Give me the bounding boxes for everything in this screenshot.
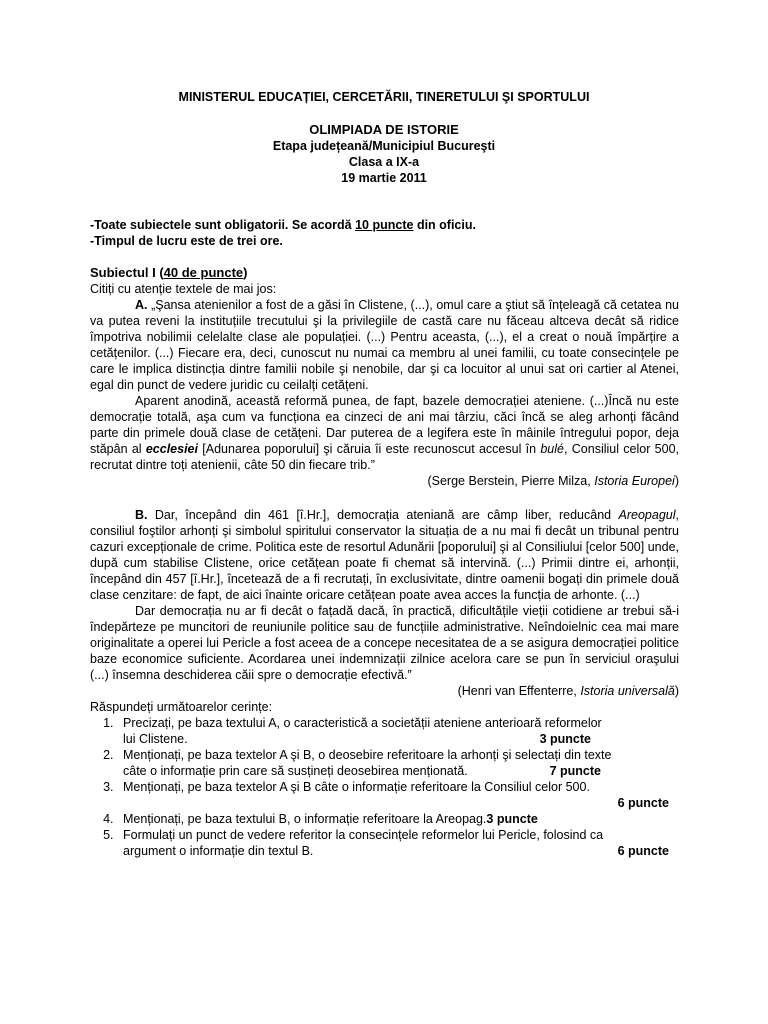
questions-intro: Răspundeți următoarelor cerințe: xyxy=(90,700,273,714)
text-a-paragraph-2: Aparent anodină, această reformă punea, de fapt, bazele democrației ateniene. (...)Încă nu este democrație totală, aşa cum va funcționa ea cinzeci de ani mai târziu, căci încă se aleg arhonți făcând parte din primele două clase de cetățeni. Dar puterea de a legifera este în mâinile întregului popor, deja stăpân al ecclesiei [Adunarea poporului] şi căruia îi este recunoscut accesul în bulé, Consiliul celor 500, recrutat dintre toți atenienii, câte 50 din fiecare trib.” xyxy=(90,394,679,472)
text-b-paragraph-2: Dar democrația nu ar fi decât o fațadă dacă, în practică, dificultățile vieții cotidiene ar trebui să-i îndepărteze pe muncitori de reuniunile politice sau de funcțiile administrative. Neîndoielnic cea mai mare originalitate a operei lui Pericle a fost aceea de a concepe necesitatea de a se asigura democrației politice baze economice suficiente. Acordarea unei indemnizații zilnice acelora care se pun în serviciul oraşului (...) însemna deschiderea căii spre o democrație efectivă.” xyxy=(90,604,679,682)
olympiad-title: OLIMPIADA DE ISTORIE xyxy=(309,122,459,137)
question-points: 6 puncte xyxy=(617,796,669,810)
office-points: 10 puncte xyxy=(355,218,414,232)
question-points: 3 puncte xyxy=(486,812,538,826)
text-a-source: (Serge Berstein, Pierre Milza, Istoria Europei) xyxy=(427,474,679,488)
question-points: 7 puncte xyxy=(549,764,601,778)
question-points: 6 puncte xyxy=(617,844,669,858)
question-item: 4. Menționați, pe baza textului B, o informație referitoare la Areopag.3 puncte xyxy=(117,811,679,827)
subject-points: 40 de puncte xyxy=(163,265,244,280)
rule-line-1: -Toate subiectele sunt obligatorii. Se acordă 10 puncte din oficiu. xyxy=(90,218,476,232)
text-a-label: A. xyxy=(135,298,148,312)
question-points: 3 puncte xyxy=(539,732,591,746)
exam-rules xyxy=(90,217,476,249)
questions-list xyxy=(90,715,679,859)
question-item: 2. Menționați, pe baza textelor A şi B, o deosebire referitoare la arhonți şi selectați din texte câte o informație prin care să susțineți deosebirea menționată. 7 puncte xyxy=(117,747,679,779)
subject-intro: Citiți cu atenție textele de mai jos: xyxy=(90,282,277,296)
text-a-paragraph-1: A. „Şansa atenienilor a fost de a găsi în Clistene, (...), omul care a ştiut să înțeleagă că cetatea nu va putea reveni la instituțiile trecutului şi la privilegiile de castă care nu făceau altceva decât să ridice împotriva nobilimii celelalte clase ale populației. (...) Pentru aceasta, (...), el a creat o nouă împărțire a cetățenilor. (...) Fiecare era, deci, cunoscut nu numai ca membru al unei familii, cu toate consecințele pe care le implica distincția dintre familii nobile şi nenobile, dar şi ca locuitor al unui sat ori cartier al Atenei, egal din punct de vedere juridic cu ceilalți cetățeni. xyxy=(90,298,679,392)
text-b-paragraph-1: B. Dar, începând din 461 [î.Hr.], democrația ateniană are câmp liber, reducând Areopagul, consiliul foştilor arhonți şi simbolul spiritului conservator la situația de a nu mai fi decât un tribunal pentru cazuri excepționale de crime. Politica este de resortul Adunării [poporului] şi al Consiliului [celor 500] unde, după cum stabilise Clistene, orice cetățean poate fi chemat să intervină. (...) Primii dintre ei, arhonții, începând din 457 [î.Hr.], încetează de a fi recrutați, în exclusivitate, dintre oamenii bogați din primele două clase cenzitare: de fapt, de aici înainte oricare cetățean poate avea acces la funcția de arhonte. (...) xyxy=(90,508,679,602)
text-b-source: (Henri van Effenterre, Istoria universală) xyxy=(457,684,679,698)
subject-title: Subiectul I (40 de puncte) xyxy=(90,265,248,280)
question-item: 3. Menționați, pe baza textelor A şi B câte o informație referitoare la Consiliul celor 500. 6 puncte xyxy=(117,779,679,811)
stage-line: Etapa județeană/Municipiul Bucureşti xyxy=(272,139,496,153)
text-b-label: B. xyxy=(135,508,148,522)
subject-content xyxy=(90,265,679,859)
rule-line-2: -Timpul de lucru este de trei ore. xyxy=(90,234,283,248)
question-item: 5. Formulați un punct de vedere referitor la consecințele reformelor lui Pericle, folosind ca argument o informație din textul B. 6 puncte xyxy=(117,827,679,859)
olympiad-header xyxy=(0,122,768,186)
date-line: 19 martie 2011 xyxy=(341,171,427,185)
ministry-heading: MINISTERUL EDUCAȚIEI, CERCETĂRII, TINERETULUI ŞI SPORTULUI xyxy=(178,90,590,104)
question-item: 1. Precizați, pe baza textului A, o caracteristică a societății ateniene anterioară reformelor lui Clistene. 3 puncte xyxy=(117,715,679,747)
class-line: Clasa a IX-a xyxy=(348,155,420,169)
